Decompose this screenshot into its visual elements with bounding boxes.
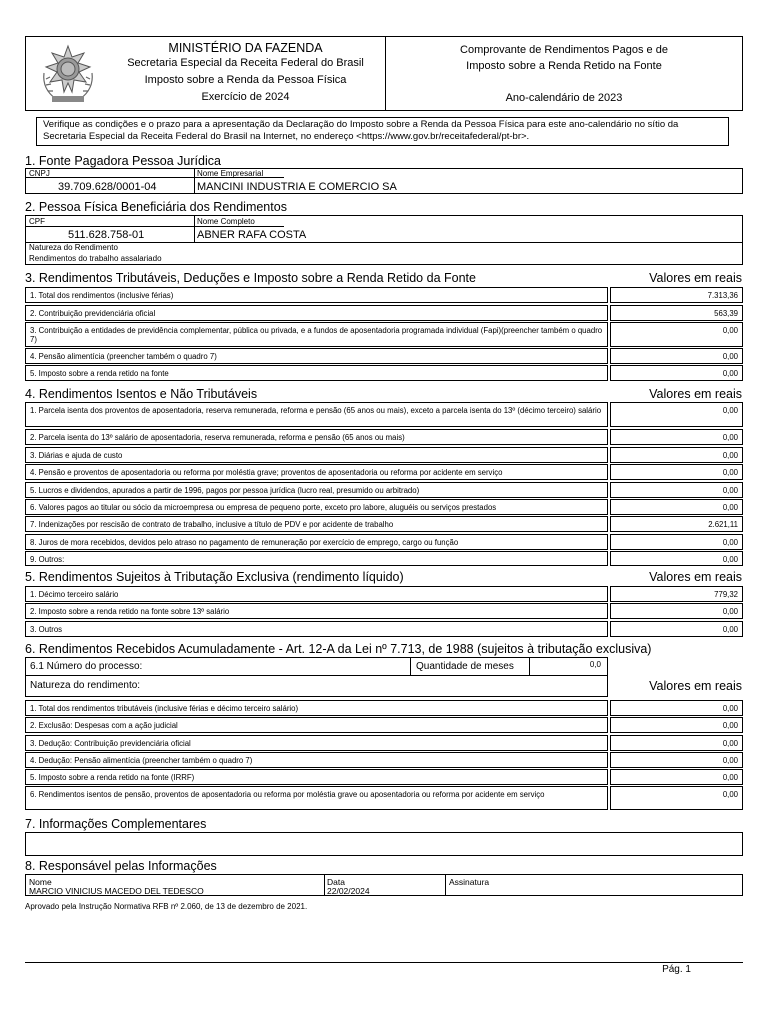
table-row: 1. Total dos rendimentos (inclusive férias) 7.313,36: [25, 287, 743, 303]
header-document-title: [386, 37, 742, 110]
table-row: 1. Décimo terceiro salário 779,32: [25, 586, 743, 602]
section-2-box: [25, 215, 743, 265]
exercise-year: Exercício de 2024: [201, 91, 290, 103]
section-8-title: 8. Responsável pelas Informações: [25, 859, 217, 873]
months-quantity-label: Quantidade de meses: [416, 661, 514, 672]
table-row: 4. Pensão alimentícia (preencher também o quadro 7) 0,00: [25, 348, 743, 364]
cnpj-value: 39.709.628/0001-04: [58, 181, 157, 193]
responsible-name-value: MARCIO VINICIUS MACEDO DEL TEDESCO: [29, 886, 204, 896]
section-4-values-label: Valores em reais: [649, 387, 742, 401]
signature-label: Assinatura: [449, 877, 490, 887]
cnpj-label: CNPJ: [29, 169, 50, 178]
section-2-title: 2. Pessoa Física Beneficiária dos Rendimentos: [25, 200, 287, 214]
section-5-values-label: Valores em reais: [649, 570, 742, 584]
table-row: 7. Indenizações por rescisão de contrato de trabalho, inclusive a título de PDV e por acidente de trabalho 2.621,11: [25, 516, 743, 532]
footer-divider: [25, 962, 743, 963]
page-number: Pág. 1: [662, 964, 691, 975]
responsible-box: [25, 874, 743, 896]
section-4-title: 4. Rendimentos Isentos e Não Tributáveis: [25, 387, 258, 401]
document-header: [25, 36, 743, 111]
section-1-title: 1. Fonte Pagadora Pessoa Jurídica: [25, 154, 221, 168]
doc-title-line2: Imposto sobre a Renda Retido na Fonte: [466, 60, 662, 72]
table-row: 8. Juros de mora recebidos, devidos pelo atraso no pagamento de remuneração por exercício de emprego, cargo ou função 0,00: [25, 534, 743, 550]
table-row: 3. Outros 0,00: [25, 621, 743, 637]
table-row: 4. Dedução: Pensão alimentícia (preencher também o quadro 7) 0,00: [25, 752, 743, 768]
full-name-value: ABNER RAFA COSTA: [197, 229, 307, 241]
notice-box: Verifique as condições e o prazo para a apresentação da Declaração do Imposto sobre a Renda da Pessoa Física para este ano-calendário no sítio da Secretaria Especial da Receita Federal do Brasil na Internet, no endereço <https://www.gov.br/receitafederal/pt-br>.: [36, 117, 729, 146]
full-name-label: Nome Completo: [197, 217, 255, 226]
calendar-year: Ano-calendário de 2023: [505, 92, 623, 104]
ministry-name: MINISTÉRIO DA FAZENDA: [168, 41, 323, 55]
section-1-box: [25, 168, 743, 194]
date-value: 22/02/2024: [327, 886, 370, 896]
table-row: 9. Outros: 0,00: [25, 551, 743, 566]
table-row: 6. Rendimentos isentos de pensão, proventos de aposentadoria ou reforma por moléstia grave ou aposentadoria ou reforma por acidente em serviço 0,00: [25, 786, 743, 810]
company-name-value: MANCINI INDUSTRIA E COMERCIO SA: [197, 181, 397, 193]
table-row: 2. Imposto sobre a renda retido na fonte sobre 13º salário 0,00: [25, 603, 743, 619]
secretariat-name: Secretaria Especial da Receita Federal do Brasil: [127, 57, 364, 69]
approval-note: Aprovado pela Instrução Normativa RFB nº 2.060, de 13 de dezembro de 2021.: [25, 902, 308, 911]
company-name-label: Nome Empresarial: [197, 169, 264, 178]
section-3-title: 3. Rendimentos Tributáveis, Deduções e Imposto sobre a Renda Retido da Fonte: [25, 271, 476, 285]
header-ministry: [26, 37, 386, 110]
cpf-label: CPF: [29, 217, 45, 226]
table-row: 5. Imposto sobre a renda retido na fonte (IRRF) 0,00: [25, 769, 743, 785]
nature-of-income-label: Natureza do rendimento:: [30, 680, 141, 691]
date-label: Data: [327, 877, 345, 887]
cpf-value: 511.628.758-01: [68, 229, 145, 241]
table-row: 3. Dedução: Contribuição previdenciária oficial 0,00: [25, 735, 743, 751]
table-row: 4. Pensão e proventos de aposentadoria ou reforma por moléstia grave; proventos de aposentadoria ou reforma por acidente em serviço 0,00: [25, 464, 743, 480]
section-7-title: 7. Informações Complementares: [25, 817, 207, 831]
table-row: 3. Contribuição a entidades de previdência complementar, pública ou privada, e a fundos de aposentadoria programada individual (Fapi)(preencher também o quadro 7) 0,00: [25, 322, 743, 347]
months-quantity-value: 0,0: [589, 660, 601, 669]
table-row: 1. Total dos rendimentos tributáveis (inclusive férias e décimo terceiro salário) 0,00: [25, 700, 743, 716]
table-row: 1. Parcela isenta dos proventos de aposentadoria, reserva remunerada, reforma e pensão (65 anos ou mais), exceto a parcela isenta do 13º (décimo terceiro) salário 0,00: [25, 402, 743, 427]
table-row: 2. Contribuição previdenciária oficial 563,39: [25, 305, 743, 321]
section-6-title: 6. Rendimentos Recebidos Acumuladamente - Art. 12-A da Lei nº 7.713, de 1988 (sujeitos à tributação exclusiva): [25, 642, 652, 656]
income-nature-value: Rendimentos do trabalho assalariado: [29, 254, 162, 263]
section-3-values-label: Valores em reais: [649, 271, 742, 285]
responsible-name-label: Nome: [29, 877, 52, 887]
table-row: 3. Diárias e ajuda de custo 0,00: [25, 447, 743, 463]
income-nature-label: Natureza do Rendimento: [29, 243, 118, 252]
process-number-label: 6.1 Número do processo:: [30, 661, 143, 672]
doc-title-line1: Comprovante de Rendimentos Pagos e de: [460, 44, 668, 56]
complementary-info-box: [25, 832, 743, 856]
table-row: 5. Imposto sobre a renda retido na fonte 0,00: [25, 365, 743, 381]
brazil-coat-of-arms-icon: [36, 43, 100, 107]
section-6-values-label: Valores em reais: [649, 679, 742, 693]
section-6-process-box: [25, 657, 608, 697]
table-row: 6. Valores pagos ao titular ou sócio da microempresa ou empresa de pequeno porte, exceto pro labore, aluguéis ou serviços prestados 0,00: [25, 499, 743, 515]
section-5-title: 5. Rendimentos Sujeitos à Tributação Exclusiva (rendimento líquido): [25, 570, 404, 584]
table-row: 5. Lucros e dividendos, apurados a partir de 1996, pagos por pessoa jurídica (lucro real, presumido ou arbitrado) 0,00: [25, 482, 743, 498]
table-row: 2. Parcela isenta do 13º salário de aposentadoria, reserva remunerada, reforma e pensão (65 anos ou mais) 0,00: [25, 429, 743, 445]
table-row: 2. Exclusão: Despesas com a ação judicial 0,00: [25, 717, 743, 733]
tax-name: Imposto sobre a Renda da Pessoa Física: [144, 74, 347, 86]
